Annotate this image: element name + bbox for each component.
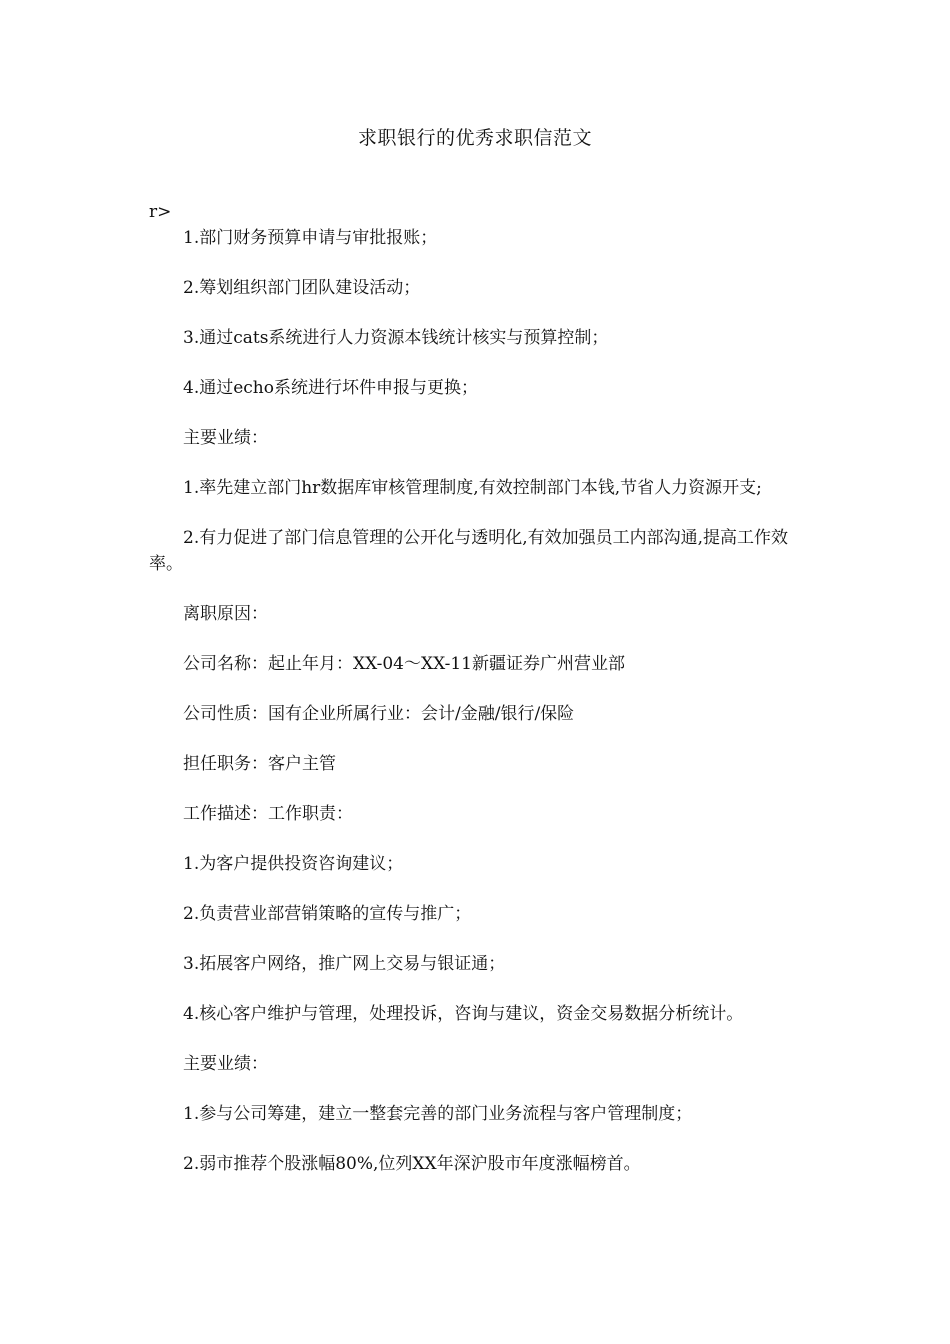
section-heading: 离职原因： bbox=[183, 604, 268, 624]
paragraph: 1.参与公司筹建，建立一整套完善的部门业务流程与客户管理制度； bbox=[183, 1104, 693, 1124]
document-body bbox=[149, 199, 797, 1201]
paragraph: 2.负责营业部营销策略的宣传与推广； bbox=[183, 904, 472, 924]
paragraph: 4.核心客户维护与管理，处理投诉，咨询与建议，资金交易数据分析统计。 bbox=[183, 1004, 744, 1024]
document-title: 求职银行的优秀求职信范文 bbox=[357, 127, 592, 149]
paragraph: 2.有力促进了部门信息管理的公开化与透明化,有效加强员工内部沟通,提高工作效率。 bbox=[149, 528, 789, 574]
paragraph: 2.弱市推荐个股涨幅80%,位列XX年深沪股市年度涨幅榜首。 bbox=[183, 1154, 641, 1174]
paragraph: 1.率先建立部门hr数据库审核管理制度,有效控制部门本钱,节省人力资源开支; bbox=[183, 478, 762, 498]
paragraph: 1.为客户提供投资咨询建议； bbox=[183, 854, 404, 874]
section-heading: 主要业绩： bbox=[183, 1054, 268, 1074]
section-heading: 主要业绩： bbox=[183, 428, 268, 448]
paragraph-fragment: r> bbox=[149, 202, 172, 222]
paragraph: 公司性质：国有企业所属行业：会计/金融/银行/保险 bbox=[183, 704, 575, 724]
paragraph: 3.拓展客户网络，推广网上交易与银证通； bbox=[183, 954, 506, 974]
paragraph: 工作描述：工作职责： bbox=[183, 804, 353, 824]
paragraph: 公司名称：起止年月：XX-04～XX-11新疆证券广州营业部 bbox=[183, 654, 625, 674]
paragraph: 2.筹划组织部门团队建设活动； bbox=[183, 278, 421, 298]
paragraph: 3.通过cats系统进行人力资源本钱统计核实与预算控制； bbox=[183, 328, 609, 348]
paragraph: 担任职务：客户主管 bbox=[183, 754, 336, 774]
paragraph: 1.部门财务预算申请与审批报账； bbox=[183, 228, 438, 248]
paragraph: 4.通过echo系统进行坏件申报与更换； bbox=[183, 378, 478, 398]
